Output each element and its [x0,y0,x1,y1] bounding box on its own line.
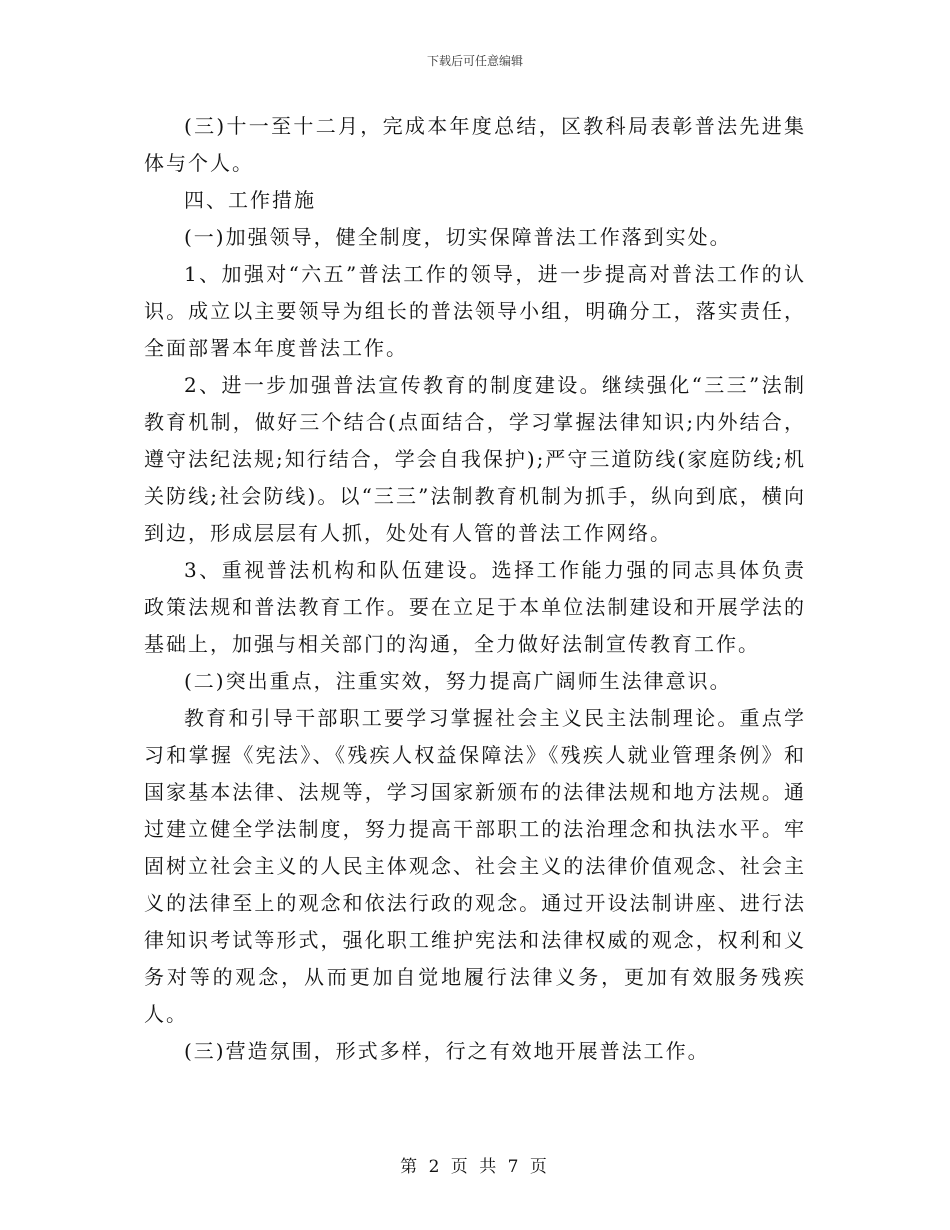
paragraph-item-1: 1、加强对“六五”普法工作的领导，进一步提高对普法工作的认识。成立以主要领导为组长的普法领导小组，明确分工，落实责任，全面部署本年度普法工作。 [144,262,806,360]
page-header: 下载后可任意编辑 [426,54,523,68]
paragraph-item-3: 3、重视普法机构和队伍建设。选择工作能力强的同志具体负责政策法规和普法教育工作。要在立足于本单位法制建设和开展学法的基础上，加强与相关部门的沟通，全力做好法制宣传教育工作。 [144,558,806,656]
paragraph-item-2: 2、进一步加强普法宣传教育的制度建设。继续强化“三三”法制教育机制，做好三个结合(点面结合，学习掌握法律知识;内外结合，遵守法纪法规;知行结合，学会自我保护);严守三道防线(家庭防线;机关防线;社会防线)。以“三三”法制教育机制为抓手，纵向到底，横向到边，形成层层有人抓，处处有人管的普法工作网络。 [144,373,806,545]
paragraph-subheading-1: (一)加强领导，健全制度，切实保障普法工作落到实处。 [184,225,732,249]
document-body [144,108,806,1070]
paragraph-education: 教育和引导干部职工要学习掌握社会主义民主法制理论。重点学习和掌握《宪法》、《残疾人权益保障法》《残疾人就业管理条例》和国家基本法律、法规等，学习国家新颁布的法律法规和地方法规。通过建立健全学法制度，努力提高干部职工的法治理念和执法水平。牢固树立社会主义的人民主体观念、社会主义的法律价值观念、社会主义的法律至上的观念和依法行政的观念。通过开设法制讲座、进行法律知识考试等形式，强化职工维护宪法和法律权威的观念，权利和义务对等的观念，从而更加自觉地履行法律义务，更加有效服务残疾人。 [144,706,806,1026]
paragraph-subheading-3: (三)营造氛围，形式多样，行之有效地开展普法工作。 [184,1039,710,1063]
page-number: 第 2 页 共 7 页 [400,1157,550,1177]
paragraph-subheading-2: (二)突出重点，注重实效，努力提高广阔师生法律意识。 [184,669,732,693]
section-heading-measures: 四、工作措施 [184,188,316,212]
paragraph-1: (三)十一至十二月，完成本年度总结，区教科局表彰普法先进集体与个人。 [144,114,806,175]
